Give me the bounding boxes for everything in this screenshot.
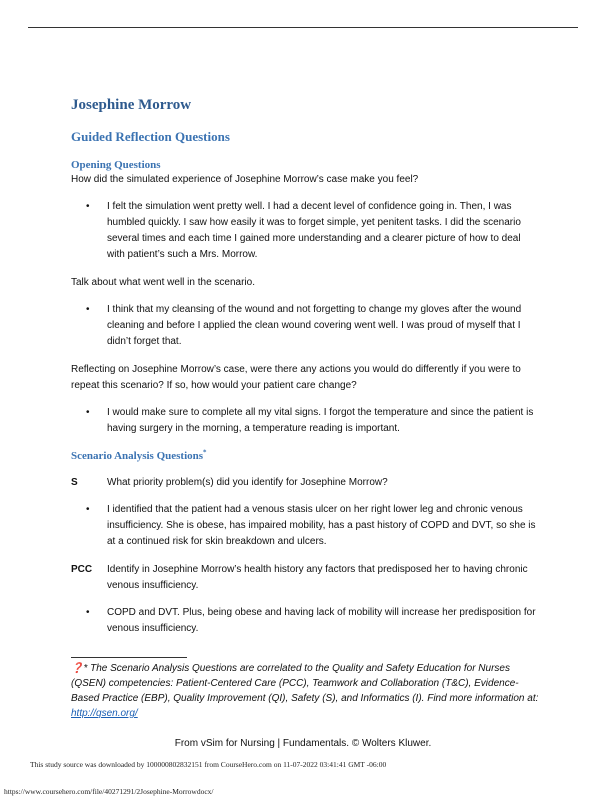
answer-item bbox=[71, 502, 541, 550]
opening-answer-1: I felt the simulation went pretty well. I had a decent level of confidence going in. Then, I was humbled quickly. I saw how easily it was to forget simple, yet penitent tasks. I did the scenario several times and each time I gained more understanding and a clearer picture of how to deal with patient’s such a Mrs. Morrow. bbox=[107, 201, 521, 260]
opening-question-3: Reflecting on Josephine Morrow’s case, were there any actions you would do differently if you were to repeat this scenario? If so, how would your patient care change? bbox=[71, 364, 521, 391]
footnote-mark: ❓* bbox=[71, 663, 88, 674]
scenario-heading-text: Scenario Analysis Questions bbox=[71, 450, 204, 462]
s-question-row bbox=[71, 475, 541, 491]
answer-item bbox=[71, 605, 541, 637]
source-url: https://www.coursehero.com/file/40271291/2Josephine-Morrowdocx/ bbox=[4, 787, 214, 796]
qsen-link[interactable]: http://qsen.org/ bbox=[71, 708, 138, 719]
answer-item bbox=[71, 199, 541, 263]
bullet-icon: • bbox=[86, 407, 90, 418]
bullet-icon: • bbox=[86, 304, 90, 315]
page-footer: From vSim for Nursing | Fundamentals. © Wolters Kluwer. bbox=[174, 738, 432, 749]
s-answer: I identified that the patient had a venous stasis ulcer on her right lower leg and chronic venous insufficiency. She is obese, has impaired mobility, has a past history of COPD and DVT, so she is at a continued risk for skin breakdown and ulcers. bbox=[107, 504, 536, 547]
pcc-answer: COPD and DVT. Plus, being obese and having lack of mobility will increase her predisposition for venous insufficiency. bbox=[107, 607, 536, 634]
bullet-icon: • bbox=[86, 607, 90, 618]
answer-item bbox=[71, 302, 541, 350]
footnote-reference: * bbox=[203, 448, 207, 457]
document-body bbox=[71, 95, 541, 637]
answer-item bbox=[71, 405, 541, 437]
s-tag: S bbox=[71, 477, 78, 488]
footnote bbox=[71, 661, 541, 721]
download-notice: This study source was downloaded by 100000802832151 from CourseHero.com on 11-07-2022 03:41:41 GMT -06:00 bbox=[30, 760, 387, 769]
document-title: Josephine Morrow bbox=[71, 97, 192, 113]
opening-answer-2: I think that my cleansing of the wound and not forgetting to change my gloves after the wound cleaning and before I applied the clean wound covering went well. I was proud of myself that I didn’t forget that. bbox=[107, 304, 522, 347]
s-question: What priority problem(s) did you identify for Josephine Morrow? bbox=[107, 477, 388, 488]
opening-answer-3: I would make sure to complete all my vital signs. I forgot the temperature and since the patient is having surgery in the morning, a temperature reading is important. bbox=[107, 407, 534, 434]
pcc-question: Identify in Josephine Morrow’s health history any factors that predisposed her to having chronic venous insufficiency. bbox=[107, 564, 528, 591]
opening-questions-heading: Opening Questions bbox=[71, 159, 161, 171]
footnote-divider bbox=[71, 657, 187, 658]
bullet-icon: • bbox=[86, 504, 90, 515]
footnote-text: The Scenario Analysis Questions are correlated to the Quality and Safety Education for Nurses (QSEN) competencies: Patient-Centered Care (PCC), Teamwork and Collaboration (T&C), Evidence-Based Practice (EBP), Quality Improvement (QI), Safety (S), and Informatics (I). Find more information at: bbox=[71, 663, 539, 704]
top-divider bbox=[28, 27, 578, 28]
pcc-question-row bbox=[71, 562, 541, 594]
scenario-analysis-heading bbox=[71, 449, 541, 463]
opening-question-2: Talk about what went well in the scenario. bbox=[71, 277, 255, 288]
section-title: Guided Reflection Questions bbox=[71, 129, 230, 144]
opening-question-1: How did the simulated experience of Josephine Morrow’s case make you feel? bbox=[71, 174, 419, 185]
pcc-tag: PCC bbox=[71, 564, 93, 575]
bullet-icon: • bbox=[86, 201, 90, 212]
